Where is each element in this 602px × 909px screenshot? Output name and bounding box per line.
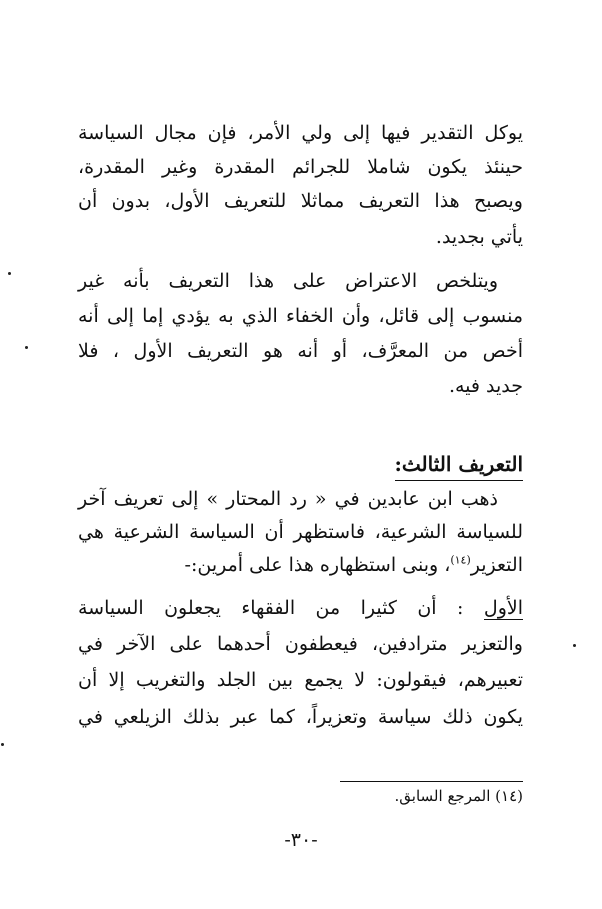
paragraph-4-line-1-rest: : أن كثيرا من الفقهاء يجعلون السياسة	[78, 597, 484, 619]
paragraph-2-line-1: ويتلخص الاعتراض على هذا التعريف بأنه غير	[78, 270, 498, 292]
paragraph-3-line-3	[78, 549, 523, 581]
scan-speck	[8, 272, 11, 275]
page-number: -٣٠-	[284, 829, 318, 851]
scan-speck	[1, 743, 4, 746]
word-tazir: التعزير	[470, 554, 523, 576]
paragraph-1-line-1: يوكل التقدير فيها إلى ولي الأمر، فإن مجال السياسة	[78, 122, 523, 144]
paragraph-2-line-4: جديد فيه.	[448, 375, 523, 397]
paragraph-3-line-1: ذهب ابن عابدين في « رد المحتار » إلى تعريف آخر	[78, 488, 498, 510]
scan-speck	[573, 644, 576, 647]
paragraph-3-line-2: للسياسة الشرعية، فاستظهر أن السياسة الشرعية هي	[78, 521, 523, 543]
footnote-divider	[340, 781, 523, 782]
section-heading: التعريف الثالث:	[395, 448, 524, 481]
paragraph-2-line-3: أخص من المعرَّف، أو أنه هو التعريف الأول ، فلا	[78, 340, 523, 362]
footnote: (١٤) المرجع السابق.	[394, 787, 523, 805]
footnote-reference: (١٤)	[450, 553, 471, 567]
scan-speck	[25, 346, 28, 349]
first-point-label: الأول	[483, 597, 523, 619]
paragraph-2-line-2: منسوب إلى قائل، وأن الخفاء الذي به يؤدي إما إلى أنه	[78, 305, 523, 327]
paragraph-4-line-4: يكون ذلك سياسة وتعزيراً، كما عبر بذلك الزيلعي في	[78, 706, 523, 728]
paragraph-4-line-3: تعبيرهم، فيقولون: لا يجمع بين الجلد والتغريب إلا أن	[78, 669, 523, 691]
paragraph-1-line-4: يأتي بجديد.	[435, 226, 523, 248]
paragraph-4-line-1	[78, 592, 523, 624]
paragraph-1-line-2: حينئذ يكون شاملا للجرائم المقدرة وغير المقدرة،	[78, 156, 523, 178]
paragraph-4-line-2: والتعزير مترادفين، فيعطفون أحدهما على الآخر في	[78, 633, 523, 655]
paragraph-1-line-3: ويصبح هذا التعريف مماثلا للتعريف الأول، بدون أن	[78, 190, 523, 212]
paragraph-3-line-3-rest: ، وبنى استظهاره هذا على أمرين:-	[184, 554, 451, 576]
